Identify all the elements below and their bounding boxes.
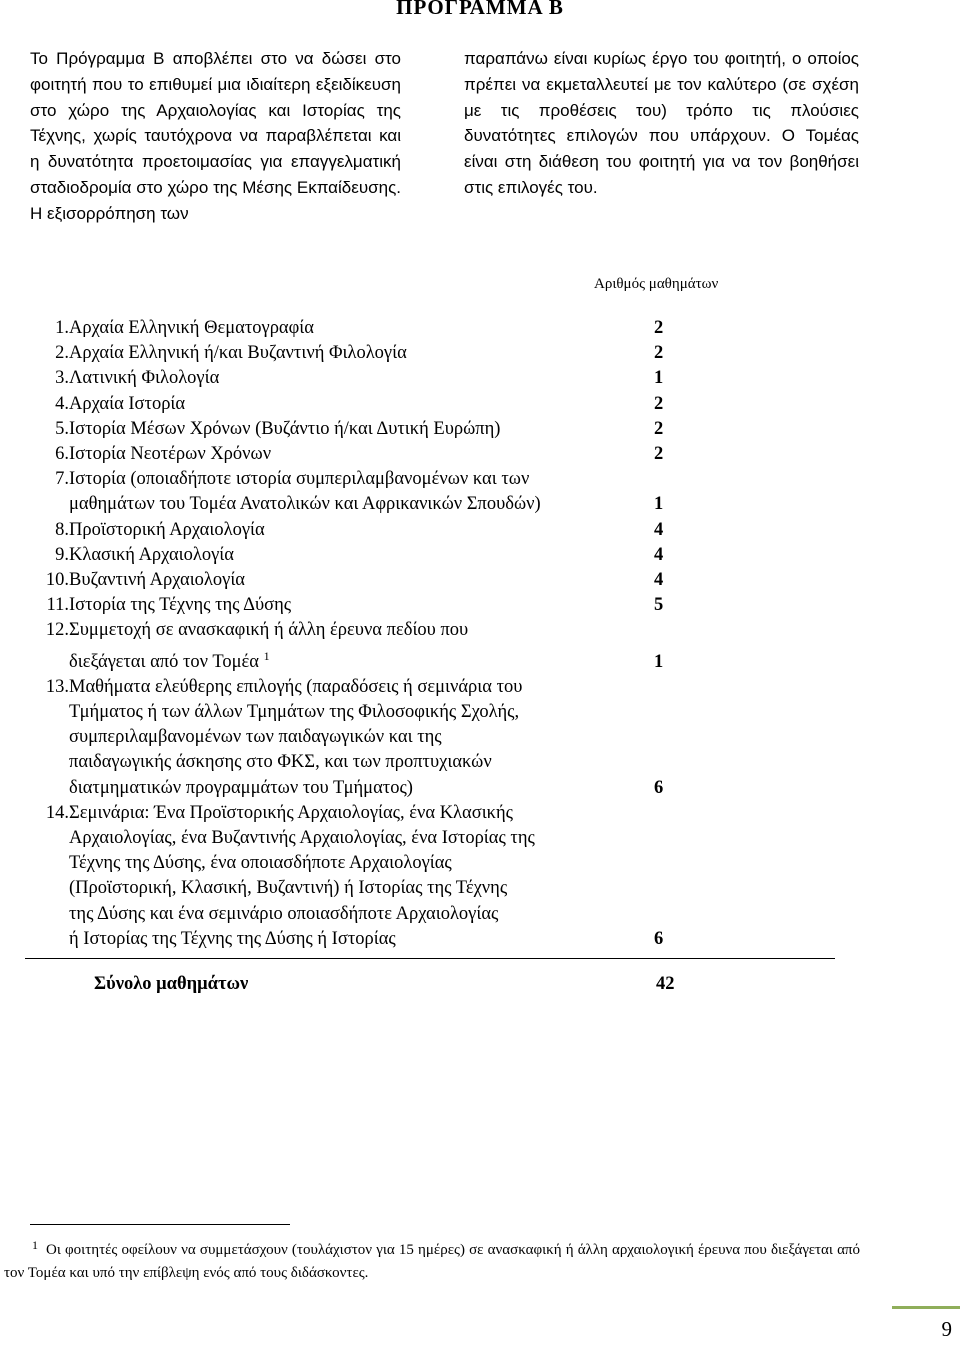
course-title-text: Αρχαία Ιστορία bbox=[69, 393, 186, 414]
course-title-text: Συμμετοχή σε ανασκαφική ή άλλη έρευνα πεδίου που bbox=[69, 620, 469, 641]
course-number: 7. bbox=[55, 469, 69, 490]
course-title-text: Τέχνης της Δύσης, ένα οποιασδήποτε Αρχαιολογίας bbox=[69, 853, 452, 874]
course-number: 12. bbox=[45, 620, 69, 641]
course-title-line bbox=[69, 851, 644, 876]
course-title-line bbox=[69, 675, 644, 700]
course-title-text: διεξάγεται από τον Τομέα bbox=[69, 651, 259, 672]
course-item bbox=[0, 341, 960, 366]
course-item bbox=[0, 316, 960, 341]
course-title-line bbox=[69, 568, 644, 593]
course-count: 4 bbox=[654, 544, 664, 565]
course-title-text: Αρχαία Ελληνική Θεματογραφία bbox=[69, 318, 314, 338]
course-title-text: Λατινική Φιλολογία bbox=[69, 368, 220, 389]
course-title-line bbox=[69, 750, 644, 775]
course-title-line bbox=[69, 826, 644, 851]
course-title bbox=[69, 593, 644, 618]
course-title bbox=[69, 618, 644, 674]
course-title-line bbox=[69, 644, 644, 675]
course-count: 5 bbox=[654, 595, 664, 616]
course-count-header: Αριθμός μαθημάτων bbox=[594, 276, 719, 292]
course-item bbox=[0, 593, 960, 618]
course-item bbox=[0, 392, 960, 417]
course-title-line bbox=[69, 927, 644, 952]
course-list bbox=[0, 316, 960, 952]
course-title bbox=[69, 442, 644, 467]
course-title-line bbox=[69, 618, 644, 643]
course-title bbox=[69, 316, 644, 341]
course-item bbox=[0, 442, 960, 467]
course-number: 8. bbox=[55, 519, 69, 540]
page-number: 9 bbox=[941, 1317, 952, 1341]
course-title bbox=[69, 467, 644, 517]
total-value: 42 bbox=[656, 974, 675, 994]
course-item bbox=[0, 467, 960, 517]
course-item bbox=[0, 618, 960, 674]
footnote bbox=[4, 1234, 860, 1285]
course-title bbox=[69, 543, 644, 568]
course-item bbox=[0, 568, 960, 593]
course-count: 6 bbox=[654, 777, 664, 798]
course-title-text: Αρχαία Ελληνική ή/και Βυζαντινή Φιλολογία bbox=[69, 343, 407, 364]
course-number: 5. bbox=[55, 418, 69, 439]
course-item bbox=[0, 543, 960, 568]
course-title-line bbox=[69, 593, 644, 618]
intro-column-right bbox=[464, 46, 859, 201]
course-item bbox=[0, 366, 960, 391]
course-number: 4. bbox=[55, 393, 69, 414]
intro-paragraph-left: Το Πρόγραμμα Β αποβλέπει στο να δώσει στο φοιτητή που το επιθυμεί μια ιδιαίτερη εξειδίκευση στο χώρο της Αρχαιολογίας και Ιστορίας της Τέχνης, χωρίς ταυτόχρονα να παραβλέπεται και η δυνατότητα προετοιμασίας για επαγγελματική σταδιοδρομία στο χώρο της Μέσης Εκπαίδευσης. Η εξισορρόπηση των bbox=[30, 49, 401, 223]
course-title-line bbox=[69, 417, 644, 442]
intro-paragraph-right: παραπάνω είναι κυρίως έργο του φοιτητή, ο οποίος πρέπει να εκμεταλλευτεί με τον καλύτερο (σε σχέση με τις προθέσεις του) τρόπο τις πλούσιες δυνατότητες επιλογών που υπάρχουν. Ο Τομέας είναι στη διάθεση του φοιτητή για να τον βοηθήσει στις επιλογές του. bbox=[464, 49, 859, 197]
course-number: 14. bbox=[45, 802, 69, 823]
course-title-line bbox=[69, 700, 644, 725]
course-title-line bbox=[69, 725, 644, 750]
course-title-text: Ιστορία (οποιαδήποτε ιστορία συμπεριλαμβανομένων και των bbox=[69, 469, 530, 490]
course-title-text: Κλασική Αρχαιολογία bbox=[69, 544, 234, 565]
course-item bbox=[0, 675, 960, 801]
course-title-text: (Προϊστορική, Κλασική, Βυζαντινή) ή Ιστορίας της Τέχνης bbox=[69, 878, 508, 899]
course-title-line bbox=[69, 492, 644, 517]
page-number-accent-line bbox=[892, 1306, 960, 1309]
course-title bbox=[69, 518, 644, 543]
course-count: 4 bbox=[654, 519, 664, 540]
course-title-line bbox=[69, 776, 644, 801]
course-title-text: συμπεριλαμβανομένων των παιδαγωγικών και της bbox=[69, 727, 442, 748]
course-title-text: διατμηματικών προγραμμάτων του Τμήματος) bbox=[69, 777, 413, 798]
course-title bbox=[69, 675, 644, 801]
course-title-line bbox=[69, 316, 644, 341]
course-number: 1. bbox=[55, 318, 69, 338]
page-title: ΠΡΟΓΡΑΜΜΑ Β bbox=[396, 0, 564, 19]
course-title-line bbox=[69, 392, 644, 417]
course-title-line bbox=[69, 518, 644, 543]
course-title bbox=[69, 366, 644, 391]
course-title bbox=[69, 417, 644, 442]
course-title bbox=[69, 801, 644, 952]
course-count: 2 bbox=[654, 343, 664, 364]
course-title-line bbox=[69, 876, 644, 901]
course-title bbox=[69, 568, 644, 593]
course-title-text: της Δύσης και ένα σεμινάριο οποιασδήποτε Αρχαιολογίας bbox=[69, 903, 499, 924]
course-title-text: Μαθήματα ελεύθερης επιλογής (παραδόσεις ή σεμινάρια του bbox=[69, 676, 523, 697]
course-title-text: Αρχαιολογίας, ένα Βυζαντινής Αρχαιολογίας, ένα Ιστορίας της bbox=[69, 828, 535, 849]
course-count: 2 bbox=[654, 393, 664, 414]
course-count: 1 bbox=[654, 368, 664, 389]
course-title-line bbox=[69, 801, 644, 826]
total-divider bbox=[25, 958, 835, 959]
course-number: 3. bbox=[55, 368, 69, 389]
course-item bbox=[0, 801, 960, 952]
course-count: 4 bbox=[654, 570, 664, 591]
course-title-text: Βυζαντινή Αρχαιολογία bbox=[69, 570, 245, 591]
course-title-line bbox=[69, 366, 644, 391]
course-title-text: παιδαγωγικής άσκησης στο ΦΚΣ, και των προπτυχιακών bbox=[69, 752, 492, 773]
course-number: 9. bbox=[55, 544, 69, 565]
course-title bbox=[69, 392, 644, 417]
course-title bbox=[69, 341, 644, 366]
course-title-line bbox=[69, 442, 644, 467]
footnote-divider bbox=[30, 1224, 290, 1225]
course-number: 10. bbox=[45, 570, 69, 591]
footnote-mark: 1 bbox=[32, 1238, 38, 1252]
course-title-text: ή Ιστορίας της Τέχνης της Δύσης ή Ιστορίας bbox=[69, 928, 396, 949]
course-count: 1 bbox=[654, 651, 664, 672]
course-number: 2. bbox=[55, 343, 69, 364]
course-number: 11. bbox=[46, 595, 69, 616]
intro-column-left bbox=[30, 46, 401, 227]
total-label: Σύνολο μαθημάτων bbox=[94, 974, 249, 994]
course-title-text: Προϊστορική Αρχαιολογία bbox=[69, 519, 265, 540]
course-title-line bbox=[69, 467, 644, 492]
course-count: 6 bbox=[654, 928, 664, 949]
course-title-text: Ιστορία Νεοτέρων Χρόνων bbox=[69, 444, 272, 465]
course-count: 2 bbox=[654, 444, 664, 465]
course-count: 1 bbox=[654, 494, 664, 515]
course-title-line bbox=[69, 341, 644, 366]
course-title-line bbox=[69, 902, 644, 927]
course-number: 6. bbox=[55, 444, 69, 465]
course-title-text: Ιστορία της Τέχνης της Δύσης bbox=[69, 595, 292, 616]
course-item bbox=[0, 518, 960, 543]
course-number: 13. bbox=[45, 676, 69, 697]
course-title-text: Σεμινάρια: Ένα Προϊστορικής Αρχαιολογίας, ένα Κλασικής bbox=[69, 802, 513, 823]
course-title-text: Ιστορία Μέσων Χρόνων (Βυζάντιο ή/και Δυτική Ευρώπη) bbox=[69, 418, 501, 439]
course-title-line bbox=[69, 543, 644, 568]
course-count: 2 bbox=[654, 318, 664, 338]
footnote-reference: 1 bbox=[263, 648, 270, 663]
footnote-text: Οι φοιτητές οφείλουν να συμμετάσχουν (τουλάχιστον για 15 ημέρες) σε ανασκαφική ή άλλη αρχαιολογική έρευνα που διεξάγεται από τον Τομέα και υπό την επίβλεψη ενός από τους διδάσκοντες. bbox=[4, 1242, 860, 1281]
course-count: 2 bbox=[654, 418, 664, 439]
course-title-text: μαθημάτων του Τομέα Ανατολικών και Αφρικανικών Σπουδών) bbox=[69, 494, 541, 515]
course-item bbox=[0, 417, 960, 442]
course-title-text: Τμήματος ή των άλλων Τμημάτων της Φιλοσοφικής Σχολής, bbox=[69, 702, 520, 723]
